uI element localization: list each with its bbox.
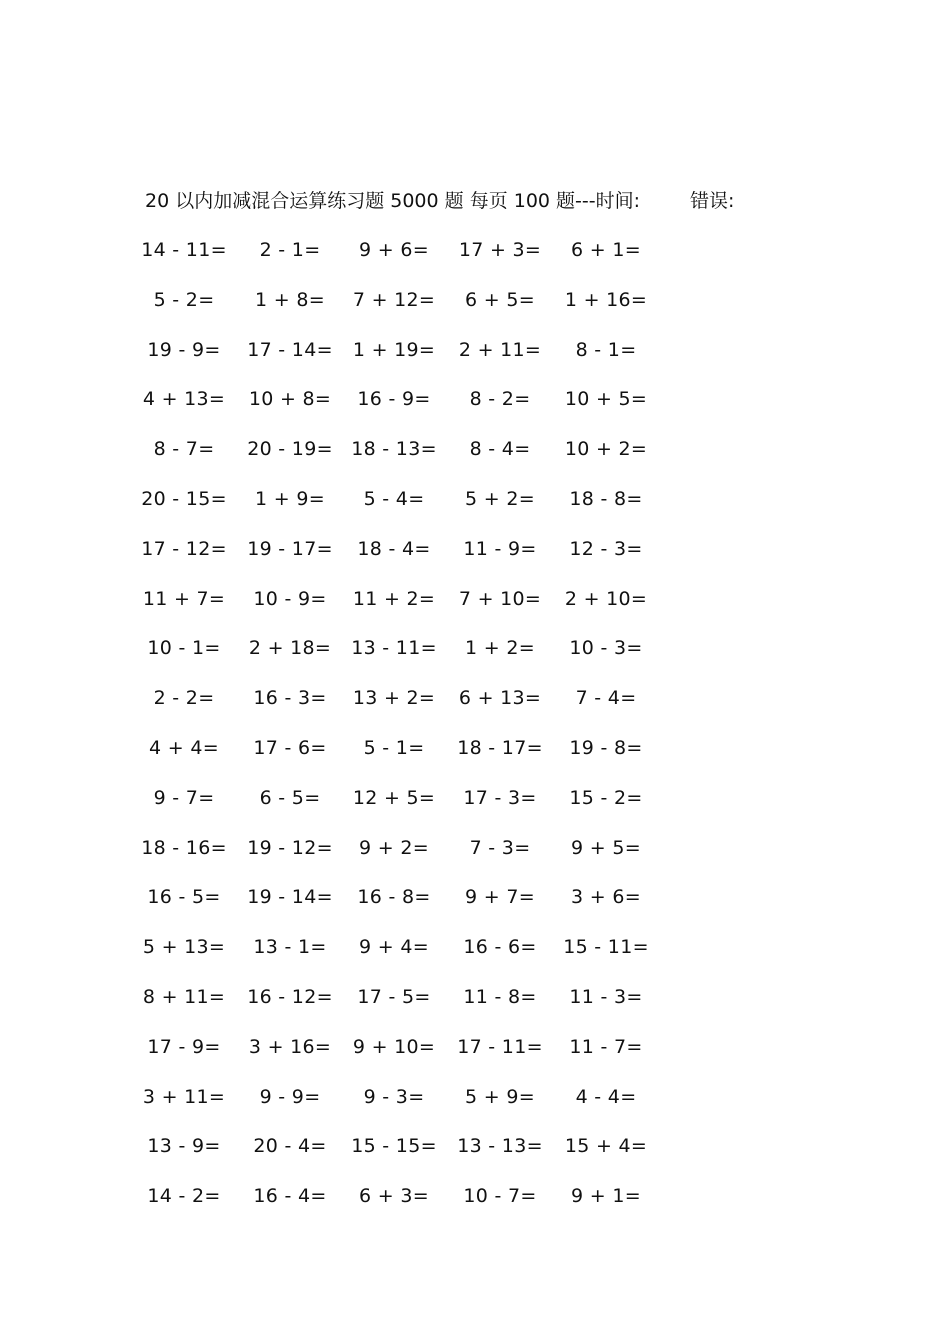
- problem-item: 17 - 9=: [147, 1035, 221, 1058]
- problem-item: 20 - 15=: [141, 488, 227, 510]
- problem-row: [0, 683, 950, 713]
- problem-item: 5 - 4=: [363, 488, 425, 510]
- problem-item: 13 - 9=: [147, 1135, 221, 1158]
- problem-item: 14 - 11=: [141, 239, 227, 261]
- problem-item: 7 + 12=: [352, 288, 436, 311]
- problem-item: 8 - 2=: [469, 388, 531, 411]
- problem-item: 11 - 9=: [463, 537, 537, 560]
- problem-item: 9 - 9=: [259, 1085, 321, 1108]
- problem-item: 20 - 4=: [253, 1135, 327, 1158]
- problem-item: 19 - 8=: [569, 737, 643, 759]
- problem-item: 8 - 7=: [153, 438, 215, 461]
- problem-item: 19 - 17=: [247, 537, 333, 560]
- problem-item: 17 - 5=: [357, 986, 431, 1008]
- problem-item: 9 + 6=: [359, 239, 429, 261]
- error-label: 错误:: [690, 190, 735, 212]
- problem-row: [0, 434, 950, 464]
- problem-item: 5 - 2=: [153, 288, 215, 311]
- problem-item: 16 - 8=: [357, 886, 431, 909]
- problem-item: 5 + 2=: [465, 488, 535, 510]
- problem-item: 10 - 9=: [253, 587, 327, 610]
- problem-item: 9 - 3=: [363, 1085, 425, 1108]
- problem-item: 10 - 7=: [463, 1185, 537, 1208]
- problem-item: 4 - 4=: [575, 1085, 637, 1108]
- problem-row: [0, 285, 950, 315]
- problem-item: 3 + 11=: [142, 1085, 226, 1108]
- problem-item: 8 - 1=: [575, 338, 637, 361]
- problem-item: 18 - 13=: [351, 438, 437, 461]
- problem-item: 1 + 16=: [564, 288, 648, 311]
- problem-item: 19 - 9=: [147, 338, 221, 361]
- problem-item: 7 + 10=: [458, 587, 542, 610]
- problem-item: 8 - 4=: [469, 438, 531, 461]
- problem-item: 10 + 8=: [248, 388, 332, 411]
- problem-item: 11 + 2=: [352, 587, 436, 610]
- problem-item: 8 + 11=: [142, 986, 226, 1008]
- problem-item: 16 - 9=: [357, 388, 431, 411]
- problem-item: 11 - 7=: [569, 1035, 643, 1058]
- problem-row: [0, 882, 950, 912]
- problem-item: 17 - 11=: [457, 1035, 543, 1058]
- problem-item: 12 - 3=: [569, 537, 643, 560]
- problem-item: 2 - 2=: [153, 687, 215, 710]
- problem-row: [0, 235, 950, 265]
- problem-item: 16 - 12=: [247, 986, 333, 1008]
- worksheet-title: 20 以内加减混合运算练习题 5000 题 每页 100 题---时间:: [145, 190, 641, 212]
- problem-row: [0, 733, 950, 763]
- problem-item: 5 + 13=: [142, 936, 226, 959]
- problem-row: [0, 384, 950, 414]
- problem-item: 15 - 2=: [569, 786, 643, 809]
- problem-row: [0, 584, 950, 614]
- problem-row: [0, 783, 950, 813]
- problem-row: [0, 633, 950, 663]
- problem-item: 11 - 3=: [569, 986, 643, 1008]
- problem-item: 13 + 2=: [352, 687, 436, 710]
- problem-item: 1 + 8=: [255, 288, 325, 311]
- problem-item: 2 + 10=: [564, 587, 648, 610]
- problem-item: 6 + 3=: [359, 1185, 429, 1208]
- problem-item: 3 + 16=: [248, 1035, 332, 1058]
- problem-item: 17 - 3=: [463, 786, 537, 809]
- problem-item: 6 - 5=: [259, 786, 321, 809]
- problem-item: 15 - 15=: [351, 1135, 437, 1158]
- problem-item: 12 + 5=: [352, 786, 436, 809]
- problem-item: 4 + 13=: [142, 388, 226, 411]
- problem-item: 1 + 19=: [352, 338, 436, 361]
- problem-row: [0, 833, 950, 863]
- problem-item: 7 - 3=: [469, 836, 531, 859]
- problem-item: 17 - 14=: [247, 338, 333, 361]
- problem-item: 16 - 4=: [253, 1185, 327, 1208]
- problem-row: [0, 1082, 950, 1112]
- problem-item: 20 - 19=: [247, 438, 333, 461]
- problem-item: 7 - 4=: [575, 687, 637, 710]
- problem-item: 15 - 11=: [563, 936, 649, 959]
- problem-item: 2 + 11=: [458, 338, 542, 361]
- problem-item: 9 + 2=: [359, 836, 429, 859]
- problem-item: 9 - 7=: [153, 786, 215, 809]
- problem-item: 19 - 14=: [247, 886, 333, 909]
- problem-item: 6 + 5=: [465, 288, 535, 311]
- problem-item: 16 - 6=: [463, 936, 537, 959]
- problem-item: 2 + 18=: [248, 637, 332, 660]
- problem-item: 6 + 13=: [458, 687, 542, 710]
- problem-item: 1 + 2=: [465, 637, 535, 660]
- problem-item: 17 - 6=: [253, 737, 327, 759]
- problem-item: 11 - 8=: [463, 986, 537, 1008]
- problem-item: 2 - 1=: [259, 239, 321, 261]
- problem-item: 5 - 1=: [363, 737, 425, 759]
- problem-item: 11 + 7=: [142, 587, 226, 610]
- problem-item: 18 - 4=: [357, 537, 431, 560]
- problem-item: 3 + 6=: [571, 886, 641, 909]
- problem-item: 10 - 1=: [147, 637, 221, 660]
- problem-item: 18 - 17=: [457, 737, 543, 759]
- problem-row: [0, 534, 950, 564]
- problem-item: 17 - 12=: [141, 537, 227, 560]
- problem-item: 17 + 3=: [458, 239, 542, 261]
- problem-item: 9 + 10=: [352, 1035, 436, 1058]
- problem-item: 9 + 1=: [571, 1185, 641, 1208]
- problem-row: [0, 1032, 950, 1062]
- problem-item: 5 + 9=: [465, 1085, 535, 1108]
- problem-item: 4 + 4=: [149, 737, 219, 759]
- problem-item: 18 - 16=: [141, 836, 227, 859]
- problem-item: 15 + 4=: [564, 1135, 648, 1158]
- problem-row: [0, 1181, 950, 1211]
- problem-item: 13 - 11=: [351, 637, 437, 660]
- problem-item: 19 - 12=: [247, 836, 333, 859]
- problem-row: [0, 1131, 950, 1161]
- problem-item: 9 + 4=: [359, 936, 429, 959]
- problem-item: 10 + 5=: [564, 388, 648, 411]
- problem-row: [0, 932, 950, 962]
- problem-item: 9 + 7=: [465, 886, 535, 909]
- problem-item: 10 + 2=: [564, 438, 648, 461]
- problem-item: 14 - 2=: [147, 1185, 221, 1208]
- worksheet-header: [145, 186, 785, 216]
- problem-item: 13 - 13=: [457, 1135, 543, 1158]
- problem-item: 6 + 1=: [571, 239, 641, 261]
- problem-row: [0, 982, 950, 1012]
- problem-item: 16 - 5=: [147, 886, 221, 909]
- problem-item: 9 + 5=: [571, 836, 641, 859]
- problem-item: 18 - 8=: [569, 488, 643, 510]
- problem-item: 10 - 3=: [569, 637, 643, 660]
- problem-item: 16 - 3=: [253, 687, 327, 710]
- problem-item: 13 - 1=: [253, 936, 327, 959]
- problem-item: 1 + 9=: [255, 488, 325, 510]
- problem-row: [0, 335, 950, 365]
- problem-row: [0, 484, 950, 514]
